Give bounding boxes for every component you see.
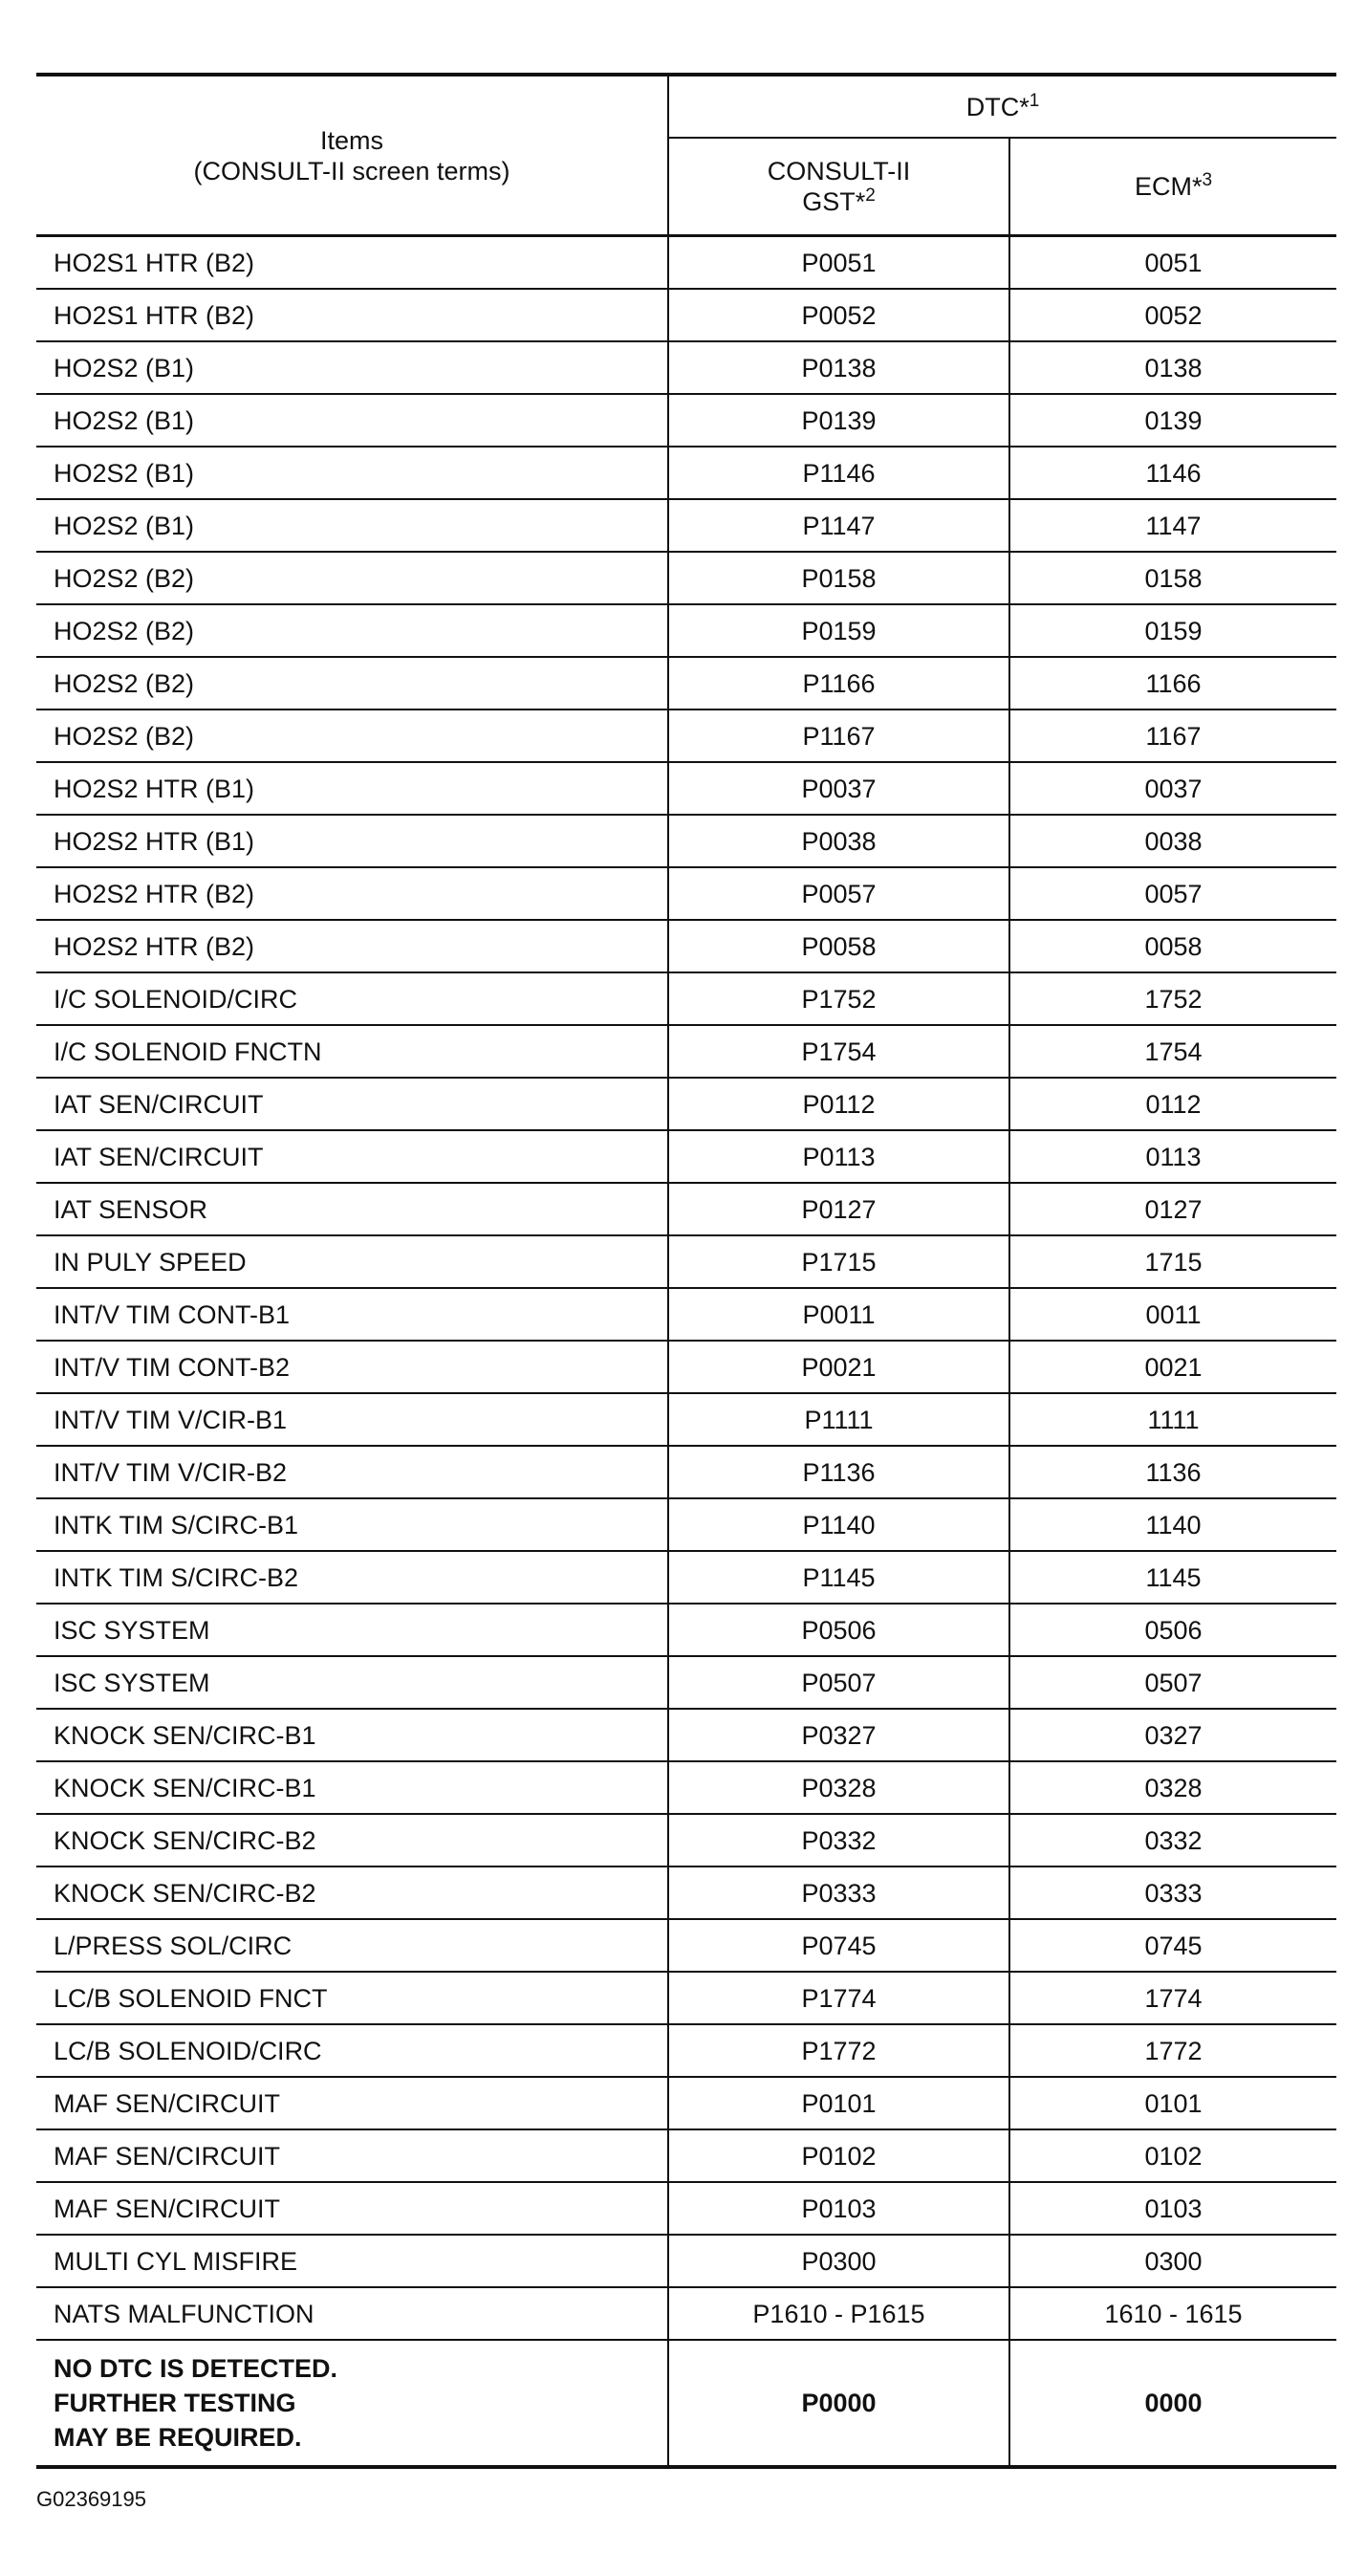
table-row: [36, 394, 1336, 447]
item-cell: I/C SOLENOID FNCTN: [36, 1025, 668, 1078]
item-cell: HO2S2 HTR (B2): [36, 867, 668, 920]
ecm-code-cell: 1167: [1009, 709, 1336, 762]
item-cell: INTK TIM S/CIRC-B1: [36, 1498, 668, 1551]
table-row: [36, 972, 1336, 1025]
table-row: [36, 447, 1336, 499]
table-row: [36, 1814, 1336, 1867]
consult-code-cell: P0112: [668, 1078, 1009, 1130]
ecm-code-cell: 0507: [1009, 1656, 1336, 1709]
table-row: [36, 1551, 1336, 1604]
items-column-header: [36, 75, 668, 236]
ecm-code-cell: 1754: [1009, 1025, 1336, 1078]
item-cell: IAT SEN/CIRCUIT: [36, 1130, 668, 1183]
consult-code-cell: P0103: [668, 2182, 1009, 2235]
ecm-code-cell: 1715: [1009, 1235, 1336, 1288]
table-row: [36, 2024, 1336, 2077]
consult-code-cell: P1147: [668, 499, 1009, 552]
table-row: [36, 1235, 1336, 1288]
consult-code-cell: P0327: [668, 1709, 1009, 1761]
ecm-code-cell: 0037: [1009, 762, 1336, 815]
ecm-code-cell: 1772: [1009, 2024, 1336, 2077]
ecm-code-cell: 0038: [1009, 815, 1336, 867]
item-cell: IAT SENSOR: [36, 1183, 668, 1235]
ecm-code-cell: 0159: [1009, 604, 1336, 657]
table-row: [36, 604, 1336, 657]
item-cell: ISC SYSTEM: [36, 1656, 668, 1709]
consult-code-cell: P0011: [668, 1288, 1009, 1341]
table-row: [36, 2340, 1336, 2467]
item-cell: HO2S2 (B2): [36, 552, 668, 604]
ecm-code-cell: 0139: [1009, 394, 1336, 447]
ecm-code-cell: 1610 - 1615: [1009, 2287, 1336, 2340]
item-cell: INT/V TIM CONT-B1: [36, 1288, 668, 1341]
consult-code-cell: P0506: [668, 1604, 1009, 1656]
consult-column-header: [668, 138, 1009, 236]
consult-code-cell: P0102: [668, 2129, 1009, 2182]
table-row: [36, 2235, 1336, 2287]
consult-code-cell: P0159: [668, 604, 1009, 657]
consult-code-cell: P0037: [668, 762, 1009, 815]
item-cell: IN PULY SPEED: [36, 1235, 668, 1288]
ecm-code-cell: 0058: [1009, 920, 1336, 972]
item-cell: HO2S2 (B1): [36, 447, 668, 499]
consult-code-cell: P1715: [668, 1235, 1009, 1288]
consult-code-cell: P1167: [668, 709, 1009, 762]
ecm-code-cell: 0102: [1009, 2129, 1336, 2182]
ecm-code-cell: 1145: [1009, 1551, 1336, 1604]
ecm-code-cell: 1752: [1009, 972, 1336, 1025]
item-cell: HO2S2 HTR (B1): [36, 815, 668, 867]
table-row: [36, 867, 1336, 920]
ecm-code-cell: 0327: [1009, 1709, 1336, 1761]
ecm-column-header: [1009, 138, 1336, 236]
table-row: [36, 1867, 1336, 1919]
consult-code-cell: P0328: [668, 1761, 1009, 1814]
table-row: [36, 1183, 1336, 1235]
consult-code-cell: P0158: [668, 552, 1009, 604]
table-row: [36, 1446, 1336, 1498]
item-cell: LC/B SOLENOID/CIRC: [36, 2024, 668, 2077]
dtc-table: [36, 73, 1336, 2469]
table-row: [36, 236, 1336, 290]
consult-code-cell: P1145: [668, 1551, 1009, 1604]
table-row: [36, 1025, 1336, 1078]
ecm-code-cell: 0332: [1009, 1814, 1336, 1867]
consult-code-cell: P1111: [668, 1393, 1009, 1446]
consult-code-cell: P1774: [668, 1972, 1009, 2024]
ecm-code-cell: 0052: [1009, 289, 1336, 341]
table-row: [36, 815, 1336, 867]
consult-code-cell: P1610 - P1615: [668, 2287, 1009, 2340]
consult-code-cell: P0332: [668, 1814, 1009, 1867]
table-row: [36, 289, 1336, 341]
consult-code-cell: P1136: [668, 1446, 1009, 1498]
table-row: [36, 1130, 1336, 1183]
table-row: [36, 341, 1336, 394]
item-cell: HO2S2 HTR (B2): [36, 920, 668, 972]
ecm-code-cell: 0021: [1009, 1341, 1336, 1393]
ecm-code-cell: 1136: [1009, 1446, 1336, 1498]
consult-header-line1: CONSULT-II: [767, 157, 911, 186]
ecm-code-cell: 0506: [1009, 1604, 1336, 1656]
consult-code-cell: P0507: [668, 1656, 1009, 1709]
table-row: [36, 1288, 1336, 1341]
ecm-code-cell: 1166: [1009, 657, 1336, 709]
item-cell: KNOCK SEN/CIRC-B2: [36, 1867, 668, 1919]
item-cell: MULTI CYL MISFIRE: [36, 2235, 668, 2287]
ecm-code-cell: 0101: [1009, 2077, 1336, 2129]
table-row: [36, 2287, 1336, 2340]
item-cell: MAF SEN/CIRCUIT: [36, 2129, 668, 2182]
dtc-footnote-marker: 1: [1029, 90, 1040, 111]
table-row: [36, 1078, 1336, 1130]
item-cell: INT/V TIM V/CIR-B2: [36, 1446, 668, 1498]
consult-code-cell: P0333: [668, 1867, 1009, 1919]
table-row: [36, 1498, 1336, 1551]
item-cell: MAF SEN/CIRCUIT: [36, 2077, 668, 2129]
consult-code-cell: P0745: [668, 1919, 1009, 1972]
consult-code-cell: P0113: [668, 1130, 1009, 1183]
dtc-group-header: [668, 75, 1336, 138]
ecm-code-cell: 0112: [1009, 1078, 1336, 1130]
ecm-code-cell: 0000: [1009, 2340, 1336, 2467]
consult-code-cell: P0000: [668, 2340, 1009, 2467]
item-cell: KNOCK SEN/CIRC-B1: [36, 1761, 668, 1814]
item-cell: HO2S1 HTR (B2): [36, 289, 668, 341]
table-row: [36, 2077, 1336, 2129]
consult-code-cell: P1772: [668, 2024, 1009, 2077]
item-cell: I/C SOLENOID/CIRC: [36, 972, 668, 1025]
item-cell: ISC SYSTEM: [36, 1604, 668, 1656]
item-cell: KNOCK SEN/CIRC-B2: [36, 1814, 668, 1867]
item-cell: HO2S2 (B1): [36, 499, 668, 552]
ecm-code-cell: 0127: [1009, 1183, 1336, 1235]
figure-id: G02369195: [36, 2487, 146, 2511]
item-cell: HO2S2 HTR (B1): [36, 762, 668, 815]
item-cell: INT/V TIM CONT-B2: [36, 1341, 668, 1393]
ecm-footnote-marker: 3: [1202, 170, 1213, 190]
table-row: [36, 1656, 1336, 1709]
item-cell: HO2S2 (B2): [36, 657, 668, 709]
ecm-code-cell: 1146: [1009, 447, 1336, 499]
ecm-code-cell: 1147: [1009, 499, 1336, 552]
item-cell: HO2S2 (B2): [36, 604, 668, 657]
item-cell: INTK TIM S/CIRC-B2: [36, 1551, 668, 1604]
table-row: [36, 499, 1336, 552]
consult-code-cell: P1140: [668, 1498, 1009, 1551]
items-header-line2: (CONSULT-II screen terms): [193, 156, 510, 186]
table-row: [36, 1919, 1336, 1972]
dtc-header-label: DTC*: [965, 92, 1030, 121]
ecm-code-cell: 0745: [1009, 1919, 1336, 1972]
table-row: [36, 1761, 1336, 1814]
consult-code-cell: P1754: [668, 1025, 1009, 1078]
consult-code-cell: P0139: [668, 394, 1009, 447]
ecm-code-cell: 0051: [1009, 236, 1336, 290]
consult-code-cell: P0058: [668, 920, 1009, 972]
ecm-code-cell: 0328: [1009, 1761, 1336, 1814]
table-row: [36, 2182, 1336, 2235]
consult-code-cell: P0052: [668, 289, 1009, 341]
ecm-code-cell: 0011: [1009, 1288, 1336, 1341]
item-cell: HO2S2 (B1): [36, 341, 668, 394]
item-cell: IAT SEN/CIRCUIT: [36, 1078, 668, 1130]
consult-code-cell: P0021: [668, 1341, 1009, 1393]
consult-code-cell: P1166: [668, 657, 1009, 709]
table-row: [36, 920, 1336, 972]
ecm-code-cell: 0103: [1009, 2182, 1336, 2235]
ecm-code-cell: 1774: [1009, 1972, 1336, 2024]
table-row: [36, 2129, 1336, 2182]
item-cell: MAF SEN/CIRCUIT: [36, 2182, 668, 2235]
ecm-code-cell: 0333: [1009, 1867, 1336, 1919]
ecm-code-cell: 1140: [1009, 1498, 1336, 1551]
item-cell: HO2S1 HTR (B2): [36, 236, 668, 290]
item-cell: KNOCK SEN/CIRC-B1: [36, 1709, 668, 1761]
ecm-code-cell: 0158: [1009, 552, 1336, 604]
ecm-code-cell: 0300: [1009, 2235, 1336, 2287]
consult-code-cell: P1752: [668, 972, 1009, 1025]
item-cell: HO2S2 (B1): [36, 394, 668, 447]
item-cell: NO DTC IS DETECTED. FURTHER TESTING MAY BE REQUIRED.: [36, 2340, 668, 2467]
table-row: [36, 709, 1336, 762]
item-cell: LC/B SOLENOID FNCT: [36, 1972, 668, 2024]
table-row: [36, 762, 1336, 815]
table-row: [36, 1341, 1336, 1393]
item-cell: NATS MALFUNCTION: [36, 2287, 668, 2340]
table-header: [36, 75, 1336, 236]
consult-code-cell: P0138: [668, 341, 1009, 394]
consult-header-line2: GST*: [802, 187, 866, 216]
ecm-header-label: ECM*: [1134, 172, 1203, 201]
table-row: [36, 1393, 1336, 1446]
consult-code-cell: P1146: [668, 447, 1009, 499]
item-cell: INT/V TIM V/CIR-B1: [36, 1393, 668, 1446]
consult-footnote-marker: 2: [865, 186, 876, 206]
table-row: [36, 1604, 1336, 1656]
table-row: [36, 1972, 1336, 2024]
consult-code-cell: P0038: [668, 815, 1009, 867]
consult-code-cell: P0127: [668, 1183, 1009, 1235]
table-row: [36, 657, 1336, 709]
ecm-code-cell: 0138: [1009, 341, 1336, 394]
consult-code-cell: P0051: [668, 236, 1009, 290]
consult-code-cell: P0101: [668, 2077, 1009, 2129]
ecm-code-cell: 1111: [1009, 1393, 1336, 1446]
consult-code-cell: P0057: [668, 867, 1009, 920]
table-row: [36, 1709, 1336, 1761]
consult-code-cell: P0300: [668, 2235, 1009, 2287]
table-row: [36, 552, 1336, 604]
item-cell: L/PRESS SOL/CIRC: [36, 1919, 668, 1972]
items-header-line1: Items: [319, 125, 383, 155]
item-cell: HO2S2 (B2): [36, 709, 668, 762]
ecm-code-cell: 0057: [1009, 867, 1336, 920]
table-body: [36, 236, 1336, 2468]
ecm-code-cell: 0113: [1009, 1130, 1336, 1183]
